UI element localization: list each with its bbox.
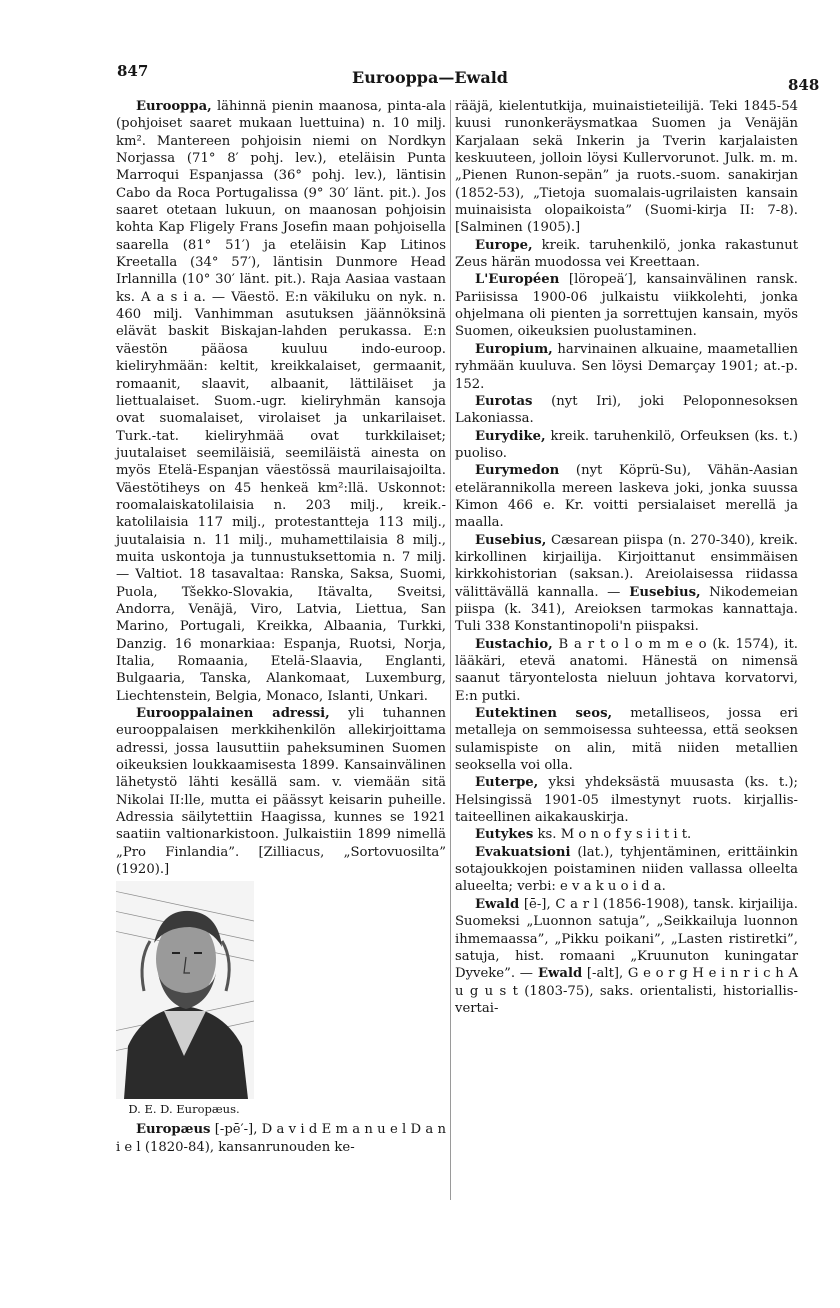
- left-column: [116, 98, 446, 1156]
- entry-eutektinen-seos: [455, 705, 798, 774]
- entry-eustachio: [455, 636, 798, 705]
- entry-euterpe: [455, 774, 798, 826]
- entry-eurooppalainen-adressi: [116, 705, 446, 878]
- right-column: [455, 98, 798, 1017]
- headword: Euterpe,: [475, 775, 539, 791]
- entry-text: metalliseos, jossa eri metalleja on semmoisessa suhteessa, että seoksen sulamispiste on alin, mitä niiden metallien seoksella voi olla.: [455, 706, 798, 774]
- entry-text: Cæsarean piispa (n. 270-340), kreik. kirkollinen kirjailija. Kirjoittanut ensimmäisen kirkkohistorian (saksan.). Areiolaisessa riidassa välittävällä kannalla. —: [455, 532, 798, 600]
- headword: Ewald: [532, 966, 583, 982]
- entry-text: B a r t o l o m m e o (k. 1574), it. lääkäri, etevä anatomi. Hänestä on nimensä saanut täryontelosta nieluun johtava korvatorvi, E:n putki.: [455, 636, 798, 704]
- entry-europe: [455, 237, 798, 272]
- headword: Eurooppa,: [136, 99, 212, 114]
- portrait-figure: [116, 881, 254, 1119]
- headword: Europium,: [475, 341, 553, 357]
- headword: Eutykes: [475, 827, 534, 843]
- headword: Evakuatsioni: [475, 844, 571, 860]
- entry-text: (lat.), tyhjentäminen, erittäinkin sotajoukkojen poistaminen niiden vallassa olleelta alueelta; verbi: e v a k u o i d a.: [455, 844, 798, 895]
- headword: L'Européen: [475, 272, 560, 288]
- portrait-image: [116, 881, 254, 1099]
- entry-text: ks. M o n o f y s i i t i t.: [533, 827, 692, 843]
- entry-text: (nyt Iri), joki Peloponnesoksen Lakoniassa.: [455, 393, 798, 427]
- entry-text: yli tuhannen eurooppalaisen merkkihenkilön allekirjoittama adressi, jossa lausuttiin paheksuminen Suomen oikeuksien loukkaamisesta 1899. Kansainvälinen lähetystö lähti kesällä sam. v. viemään sitä Nikolai II:lle, mutta ei päässyt keisarin puheille. Adressia säilytettiin Haagissa, kunnes se 1921 saatiin valtionarkistoon. Julkaistiin 1899 nimellä „Pro Finlandia”. [Zilliacus, „Sortovuosilta” (1920).]: [116, 706, 446, 878]
- entry-text: harvinainen alkuaine, maametallien ryhmään kuuluva. Sen löysi Demarçay 1901; at.-p. 152.: [455, 341, 798, 392]
- headword: Europe,: [475, 237, 533, 253]
- headword: Eurooppalainen adressi,: [136, 706, 330, 722]
- headword: Eusebius,: [475, 532, 547, 548]
- entry-leuropeen: [455, 271, 798, 340]
- entry-text: [ē-], C a r l (1856-1908), tansk. kirjailija. Suomeksi „Luonnon satuja”, „Seikkailuja luonnon ihmemaassa”, „Pikku poikani”, „Lasten ristiretki”, satuja, hist. romaani „Kruunuton kuningatar Dyveke”. —: [455, 896, 798, 982]
- entry-text: rääjä, kielentutkija, muinaistieteilijä. Teki 1845-54 kuusi runonkeräysmatkaa Suomen ja Venäjän Karjalaan sekä Inkerin ja Tverin karjalaisten keskuuteen, jolloin löysi Kullervorunot. Julk. m. m. „Pienen Runon-sepän” ja ruots.-suom. sanakirjan (1852-53), „Tietoja suomalais-ugrilaisten kansain muinaisista olopaikoista” (Suomi-kirja II: 7-8). [Salminen (1905).]: [455, 99, 798, 236]
- entry-eutykes: [455, 826, 798, 843]
- entry-evakuatsioni: [455, 844, 798, 896]
- entry-eurymedon: [455, 462, 798, 531]
- column-divider: [450, 100, 451, 1200]
- entry-ewald: [455, 896, 798, 1017]
- headword: Europæus: [136, 1122, 211, 1138]
- entry-europium: [455, 341, 798, 393]
- entry-text: kreik. taruhenkilö, Orfeuksen (ks. t.) puoliso.: [455, 428, 798, 461]
- figure-block: [116, 878, 446, 1121]
- entry-text: yksi yhdeksästä muusasta (ks. t.); Helsingissä 1901-05 ilmestynyt ruots. kirjallis-taiteellinen aikakauskirja.: [455, 775, 798, 826]
- figure-caption: D. E. D. Europæus.: [128, 1102, 240, 1117]
- headword: Eurotas: [475, 393, 533, 409]
- entry-text: Nikodemeian piispa (k. 341), Areioksen tarmokas kannattaja. Tuli 338 Konstantinopoli'n piispaksi.: [455, 584, 798, 635]
- headword: Ewald: [475, 896, 520, 912]
- page-number-left: 847: [117, 62, 149, 80]
- running-head: Eurooppa—Ewald: [352, 68, 508, 87]
- page-number-right: 848: [788, 76, 820, 94]
- entry-eurydike: [455, 428, 798, 463]
- entry-text: [-pē′-], D a v i d E m a n u e l D a n i e l (1820-84), kansanrunouden ke-: [116, 1122, 446, 1155]
- headword: Eutektinen seos,: [475, 706, 613, 722]
- headword: Eurymedon: [475, 463, 560, 479]
- entry-text: kreik. taruhenkilö, jonka rakastunut Zeus härän muodossa vei Kreettaan.: [455, 237, 798, 271]
- headword: Eurydike,: [475, 428, 546, 444]
- entry-europaeus-continued: [455, 98, 798, 237]
- entry-eusebius: [455, 532, 798, 636]
- headword: Eusebius,: [620, 584, 701, 600]
- entry-text: lähinnä pienin maanosa, pinta-ala (pohjoiset saaret mukaan luettuina) n. 10 milj. km². Mantereen pohjoisin niemi on Nordkyn Norjassa (71° 8′ pohj. lev.), eteläisin Punta Marroqui Espanjassa (36° pohj. lev.), läntisin Cabo da Roca Portugalissa (9° 30′ länt. pit.). Jos saaret otetaan lukuun, on maanosan pohjoisin kohta Kap Fligely Frans Josefin maan pohjoisella saarella (81° 51′) ja eteläisin Kap Litinos Kreetalla (34° 57′), läntisin Dunmore Head Irlannilla (10° 30′ länt. pit.). Raja Aasiaa vastaan ks. A a s i a. — Väestö. E:n väkiluku on nyk. n. 460 milj. Vanhimman asutuksen jäännöksinä elävät baskit Biskajan-lahden perukassa. E:n väestön pääosa kuuluu indo-euroop. kieliryhmään: keltit, kreikkalaiset, germaanit, romaanit, slaavit, albaanit, lättiläiset ja liettualaiset. Suom.-ugr. kieliryhmän kansoja ovat suomalaiset, virolaiset ja unkarilaiset. Turk.-tat. kieliryhmää ovat turkkilaiset; juutalaiset seemiläisiä, seemiläistä ainesta on myös Etelä-Espanjan väestössä maurilaisajoilta. Väestötiheys on 45 henkeä km²:llä. Uskonnot: roomalaiskatolilaisia n. 203 milj., kreik.-katolilaisia 117 milj., protestantteja 113 milj., juutalaisia n. 11 milj., muhamettilaisia 8 milj., muita uskontoja ja tunnustuksettomia n. 7 milj. — Valtiot. 18 tasavaltaa: Ranska, Saksa, Suomi, Puola, Tšekko-Slovakia, Itävalta, Sveitsi, Andorra, Venäjä, Viro, Latvia, Liettua, San Marino, Portugali, Kreikka, Albaania, Turkki, Danzig. 16 monarkiaa: Espanja, Ruotsi, Norja, Italia, Romaania, Etelä-Slaavia, Englanti, Bulgaaria, Tanska, Alankomaat, Luxemburg, Liechtenstein, Belgia, Monaco, Islanti, Unkari.: [116, 99, 446, 704]
- headword: Eustachio,: [475, 636, 553, 652]
- entry-text: (nyt Köprü-Su), Vähän-Aasian etelärannikolla mereen laskeva joki, jonka suussa Kimon 466 e. Kr. voitti persialaiset merellä ja maalla.: [455, 463, 798, 531]
- entry-europaeus: [116, 1121, 446, 1156]
- entry-text: [löropeä′], kansainvälinen ransk. Pariisissa 1900-06 julkaistu viikkolehti, jonka ohjelmana oli pienten ja sorrettujen kansain, myös Suomen, oikeuksien puolustaminen.: [455, 272, 798, 340]
- entry-eurooppa: [116, 98, 446, 705]
- entry-eurotas: [455, 393, 798, 428]
- entry-text: [-alt], G e o r g H e i n r i c h A u g u s t (1803-75), saks. orientalisti, historiallis-vertai-: [455, 966, 798, 1016]
